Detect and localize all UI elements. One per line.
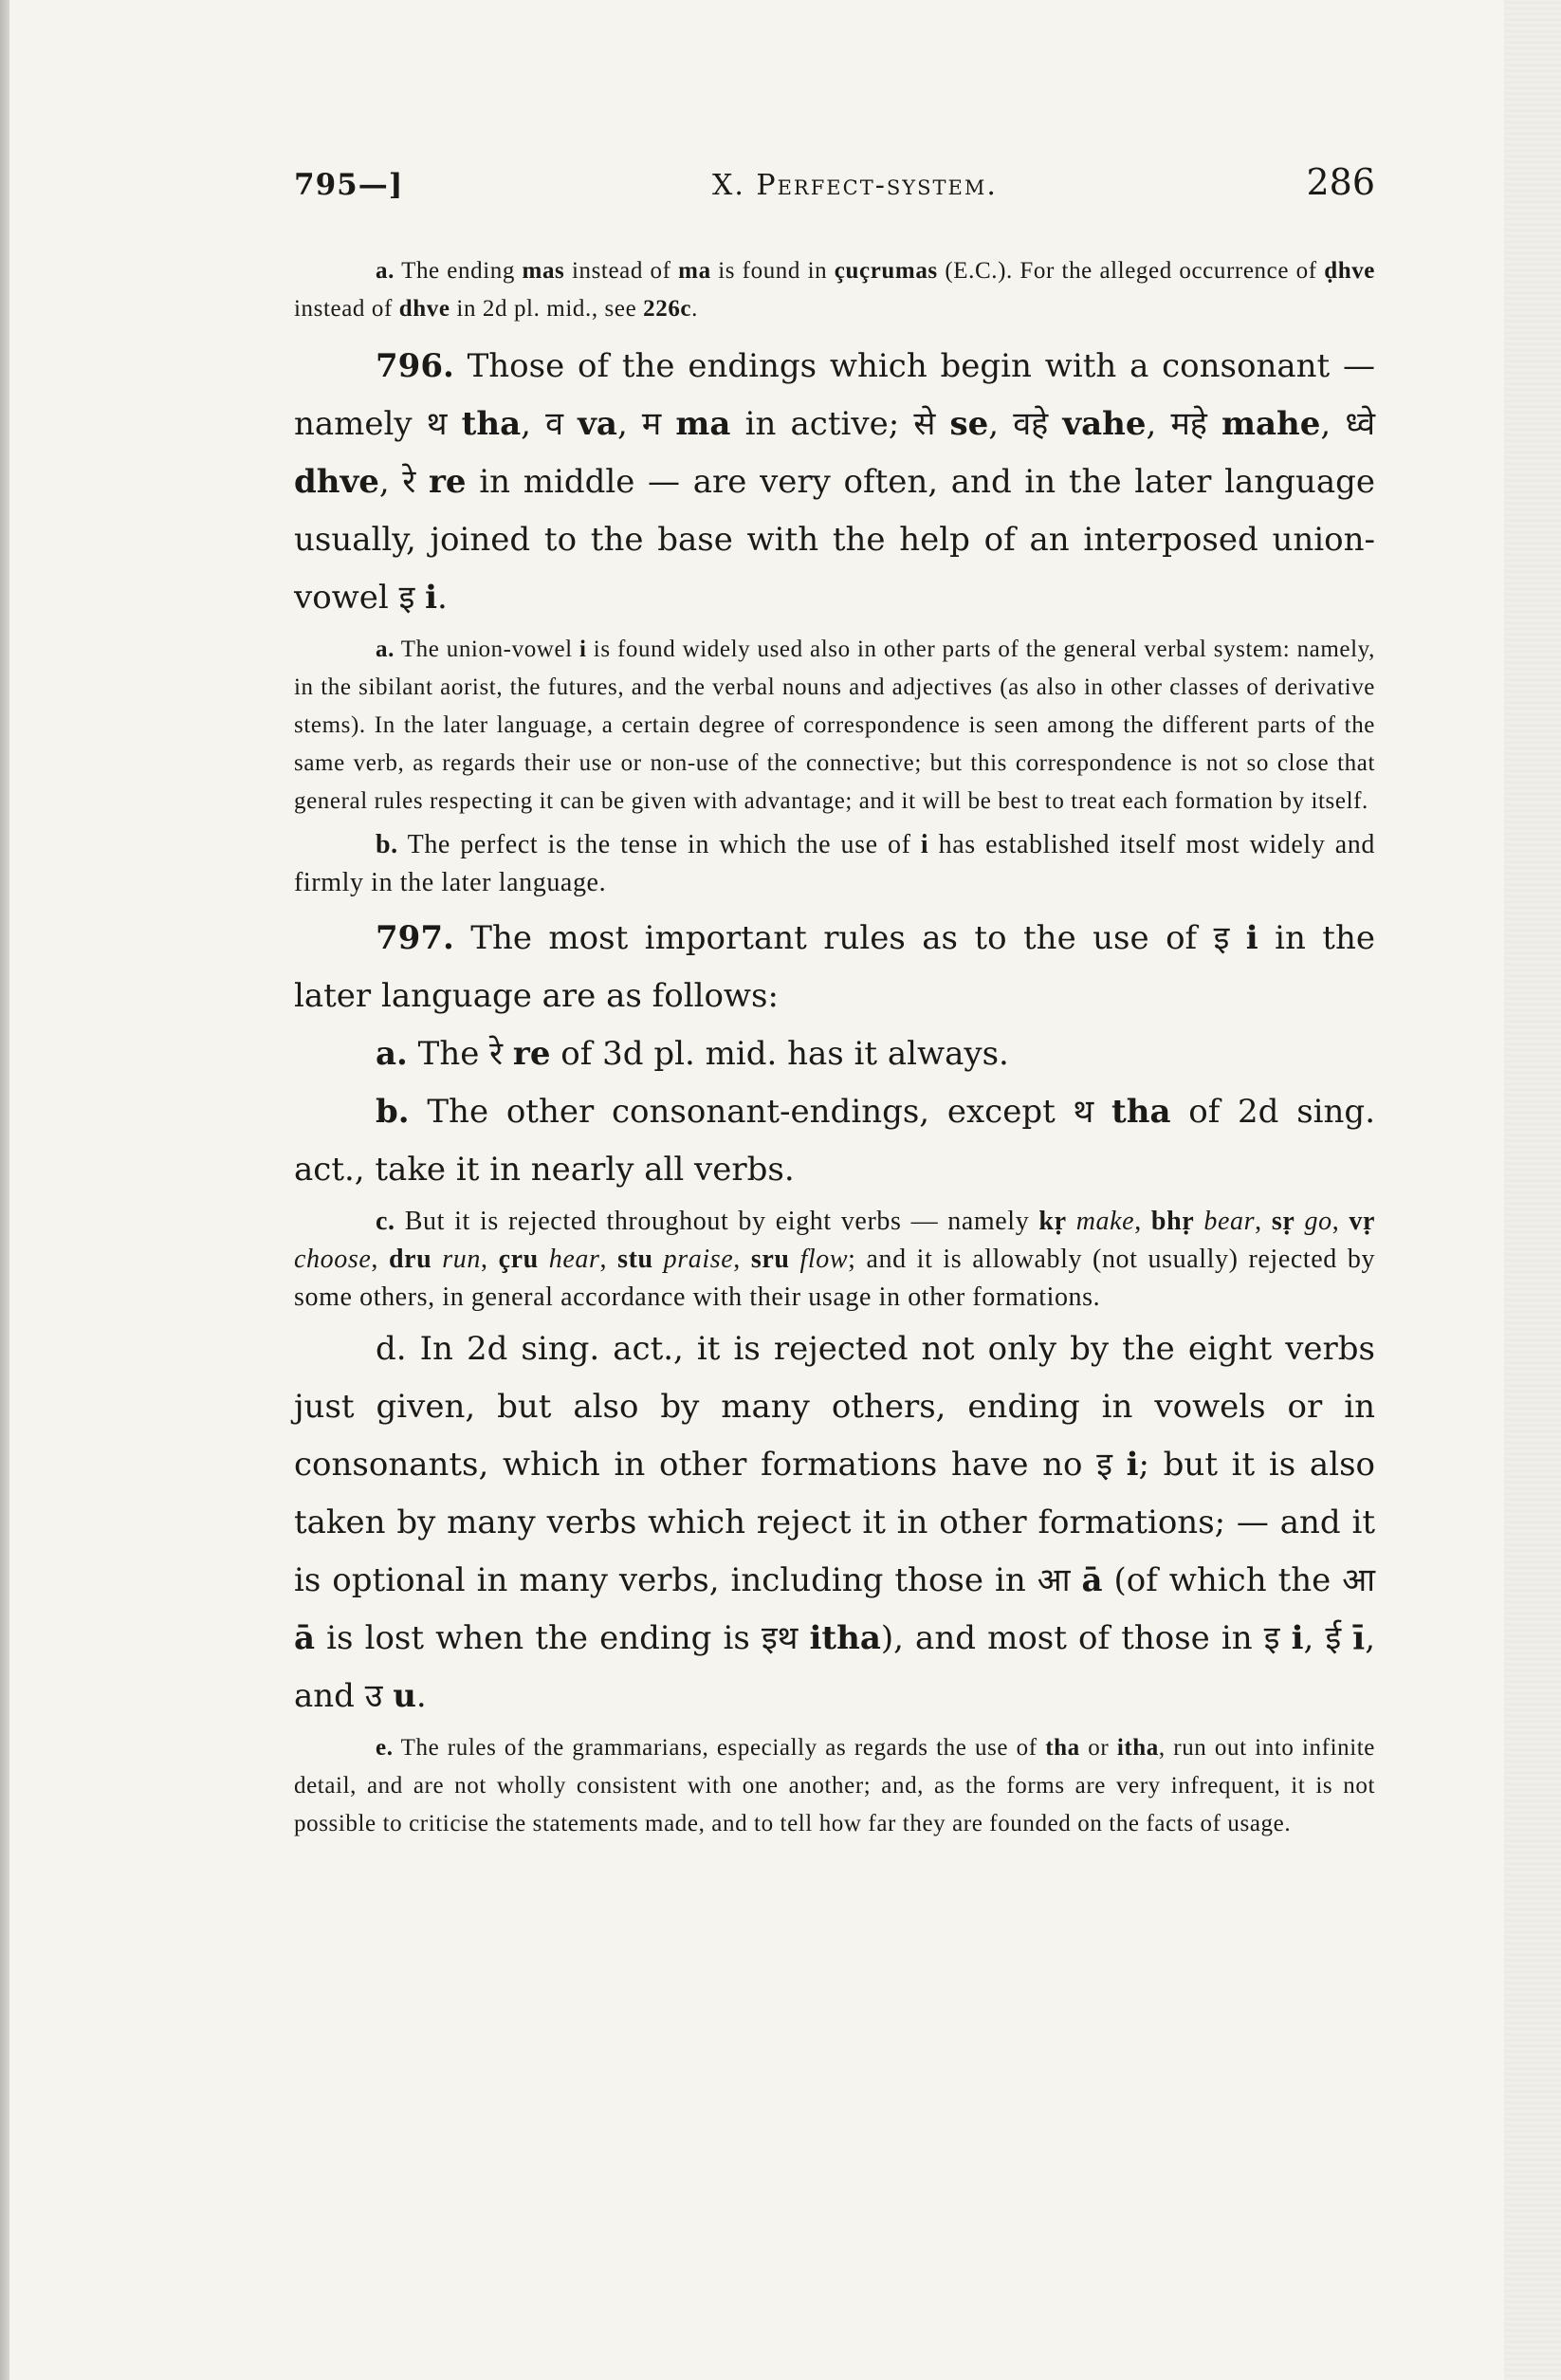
page-content xyxy=(294,161,1375,1843)
paragraph-797a: a. The रे re of 3d pl. mid. has it always. xyxy=(376,1035,1009,1073)
running-head xyxy=(294,161,1375,218)
book-page xyxy=(9,0,1561,2380)
paragraph-796b: b. The perfect is the tense in which the use of i has established itself most widely and firmly in the later language. xyxy=(294,830,1375,897)
page-number: 286 xyxy=(1306,161,1375,203)
section-ref: 795—] xyxy=(294,168,404,202)
paragraph-795a: a. The ending mas instead of ma is found in çuçrumas (E.C.). For the alleged occurrence of ḍhve instead of dhve in 2d pl. mid., see 226c. xyxy=(294,258,1375,322)
paragraph-797b: b. The other consonant-endings, except थ tha of 2d sing. act., take it in nearly all verbs. xyxy=(294,1093,1375,1189)
paragraph-797: 797. The most important rules as to the use of इ i in the later language are as follows: xyxy=(294,919,1375,1015)
paragraph-797d: d. In 2d sing. act., it is rejected not only by the eight verbs just given, but also by many others, ending in vowels or in consonants, which in other formations have no इ i; but it is also taken by many verbs which reject it in other formations; — and it is optional in many verbs, including those in आ ā (of which the आ ā is lost when the ending is इथ itha), and most of those in इ i, ई ī, and उ u. xyxy=(294,1330,1375,1715)
chapter-title: X. Perfect-system. xyxy=(711,169,998,202)
paragraph-796: 796. Those of the endings which begin with a consonant — namely थ tha, व va, म ma in active; से se, वहे vahe, महे mahe, ध्वे dhve, रे re in middle — are very often, and in the later language usually, joined to the base with the help of an interposed union-vowel इ i. xyxy=(294,347,1376,617)
paragraph-797e: e. The rules of the grammarians, especially as regards the use of tha or itha, run out into infinite detail, and are not wholly consistent with one another; and, as the forms are very infrequent, it is not possible to criticise the statements made, and to tell how far they are founded on the facts of usage. xyxy=(294,1735,1375,1836)
paragraph-796a: a. The union-vowel i is found widely used also in other parts of the general verbal system: namely, in the sibilant aorist, the futures, and the verbal nouns and adjectives (as also in other classes of derivative stems). In the later language, a certain degree of correspondence is seen among the different parts of the same verb, as regards their use or non-use of the connective; but this correspondence is not so close that general rules respecting it can be given with advantage; and it will be best to treat each formation by itself. xyxy=(294,637,1375,814)
page-margin-texture xyxy=(1504,0,1561,2380)
paragraph-797c: c. But it is rejected throughout by eight verbs — namely kṛ make, bhṛ bear, sṛ go, vṛ choose, dru run, çru hear, stu praise, sru flow; and it is allowably (not usually) rejected by some others, in general accordance with their usage in other formations. xyxy=(294,1207,1376,1312)
